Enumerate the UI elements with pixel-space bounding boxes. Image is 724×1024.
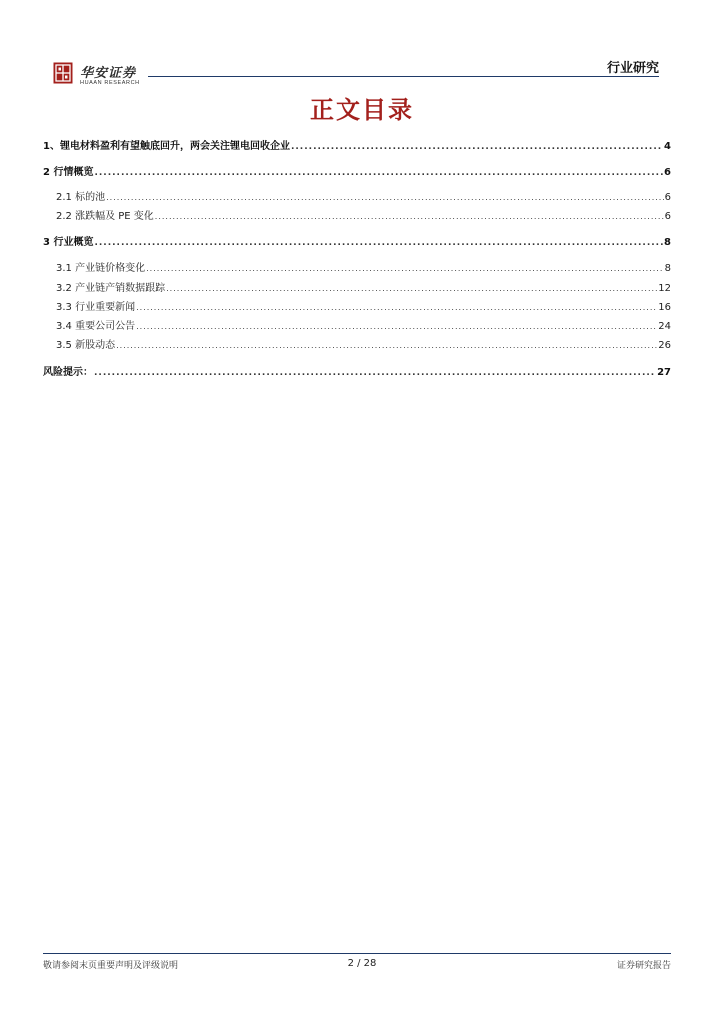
toc-entry-label: 2.2 涨跌幅及 PE 变化: [56, 211, 154, 221]
toc-entry-label: 3.4 重要公司公告: [56, 321, 136, 331]
toc-entry-label: 3 行业概览: [43, 237, 94, 247]
toc-leader-dots: [94, 368, 656, 377]
toc-leader-dots: [291, 142, 663, 151]
toc-entry-page: 8: [664, 263, 671, 273]
toc-entry[interactable]: [43, 279, 671, 293]
toc-entry-page: 12: [658, 283, 671, 293]
toc-leader-dots: [155, 212, 664, 221]
toc-entry-label: 风险提示：: [43, 367, 93, 377]
footer-divider: [43, 953, 671, 954]
toc-leader-dots: [146, 264, 664, 273]
toc-entry-page: 6: [664, 192, 671, 202]
toc-entry-page: 6: [664, 211, 671, 221]
toc-entry[interactable]: [43, 259, 671, 273]
toc-entry-label: 3.3 行业重要新闻: [56, 302, 136, 312]
toc-entry-label: 3.5 新股动态: [56, 340, 116, 350]
header-divider: [148, 76, 659, 77]
toc-entry-page: 27: [657, 367, 671, 377]
toc-entry-label: 3.2 产业链产销数据跟踪: [56, 283, 166, 293]
toc-entry[interactable]: [43, 363, 671, 377]
logo-chinese-name: 华安证券: [80, 66, 137, 81]
company-logo-icon: [53, 62, 73, 84]
footer-disclaimer: 敬请参阅末页重要声明及评级说明: [43, 961, 179, 971]
toc-leader-dots: [94, 238, 663, 247]
toc-entry-label: 2.1 标的池: [56, 192, 106, 202]
toc-entry-label: 1、锂电材料盈利有望触底回升，两会关注锂电回收企业: [43, 141, 290, 151]
page-indicator: 2 / 28: [347, 958, 377, 969]
toc-entry[interactable]: [43, 163, 671, 177]
toc-entry-page: 4: [664, 141, 671, 151]
toc-leader-dots: [166, 284, 657, 293]
toc-entry[interactable]: [43, 207, 671, 221]
toc-entry-label: 2 行情概览: [43, 167, 94, 177]
toc-entry[interactable]: [43, 317, 671, 331]
page-header: [0, 0, 724, 90]
footer-report-type: 证券研究报告: [616, 961, 671, 971]
toc-entry[interactable]: [43, 298, 671, 312]
toc-leader-dots: [136, 303, 657, 312]
toc-entry-page: 26: [658, 340, 671, 350]
toc-entry-page: 6: [664, 167, 671, 177]
toc-entry[interactable]: [43, 336, 671, 350]
toc-leader-dots: [116, 341, 657, 350]
toc-entry[interactable]: [43, 188, 671, 202]
page-title: 正文目录: [310, 95, 414, 124]
toc-leader-dots: [106, 193, 664, 202]
toc-entry[interactable]: [43, 233, 671, 247]
toc-entry-label: 3.1 产业链价格变化: [56, 263, 146, 273]
toc-leader-dots: [94, 168, 663, 177]
toc-entry-page: 8: [664, 237, 671, 247]
logo-english-name: HUAAN RESEARCH: [80, 80, 140, 86]
report-category: 行业研究: [606, 61, 659, 76]
toc-entry-page: 16: [658, 302, 671, 312]
toc-entry-page: 24: [658, 321, 671, 331]
toc-entry[interactable]: [43, 137, 671, 151]
toc-leader-dots: [136, 322, 657, 331]
